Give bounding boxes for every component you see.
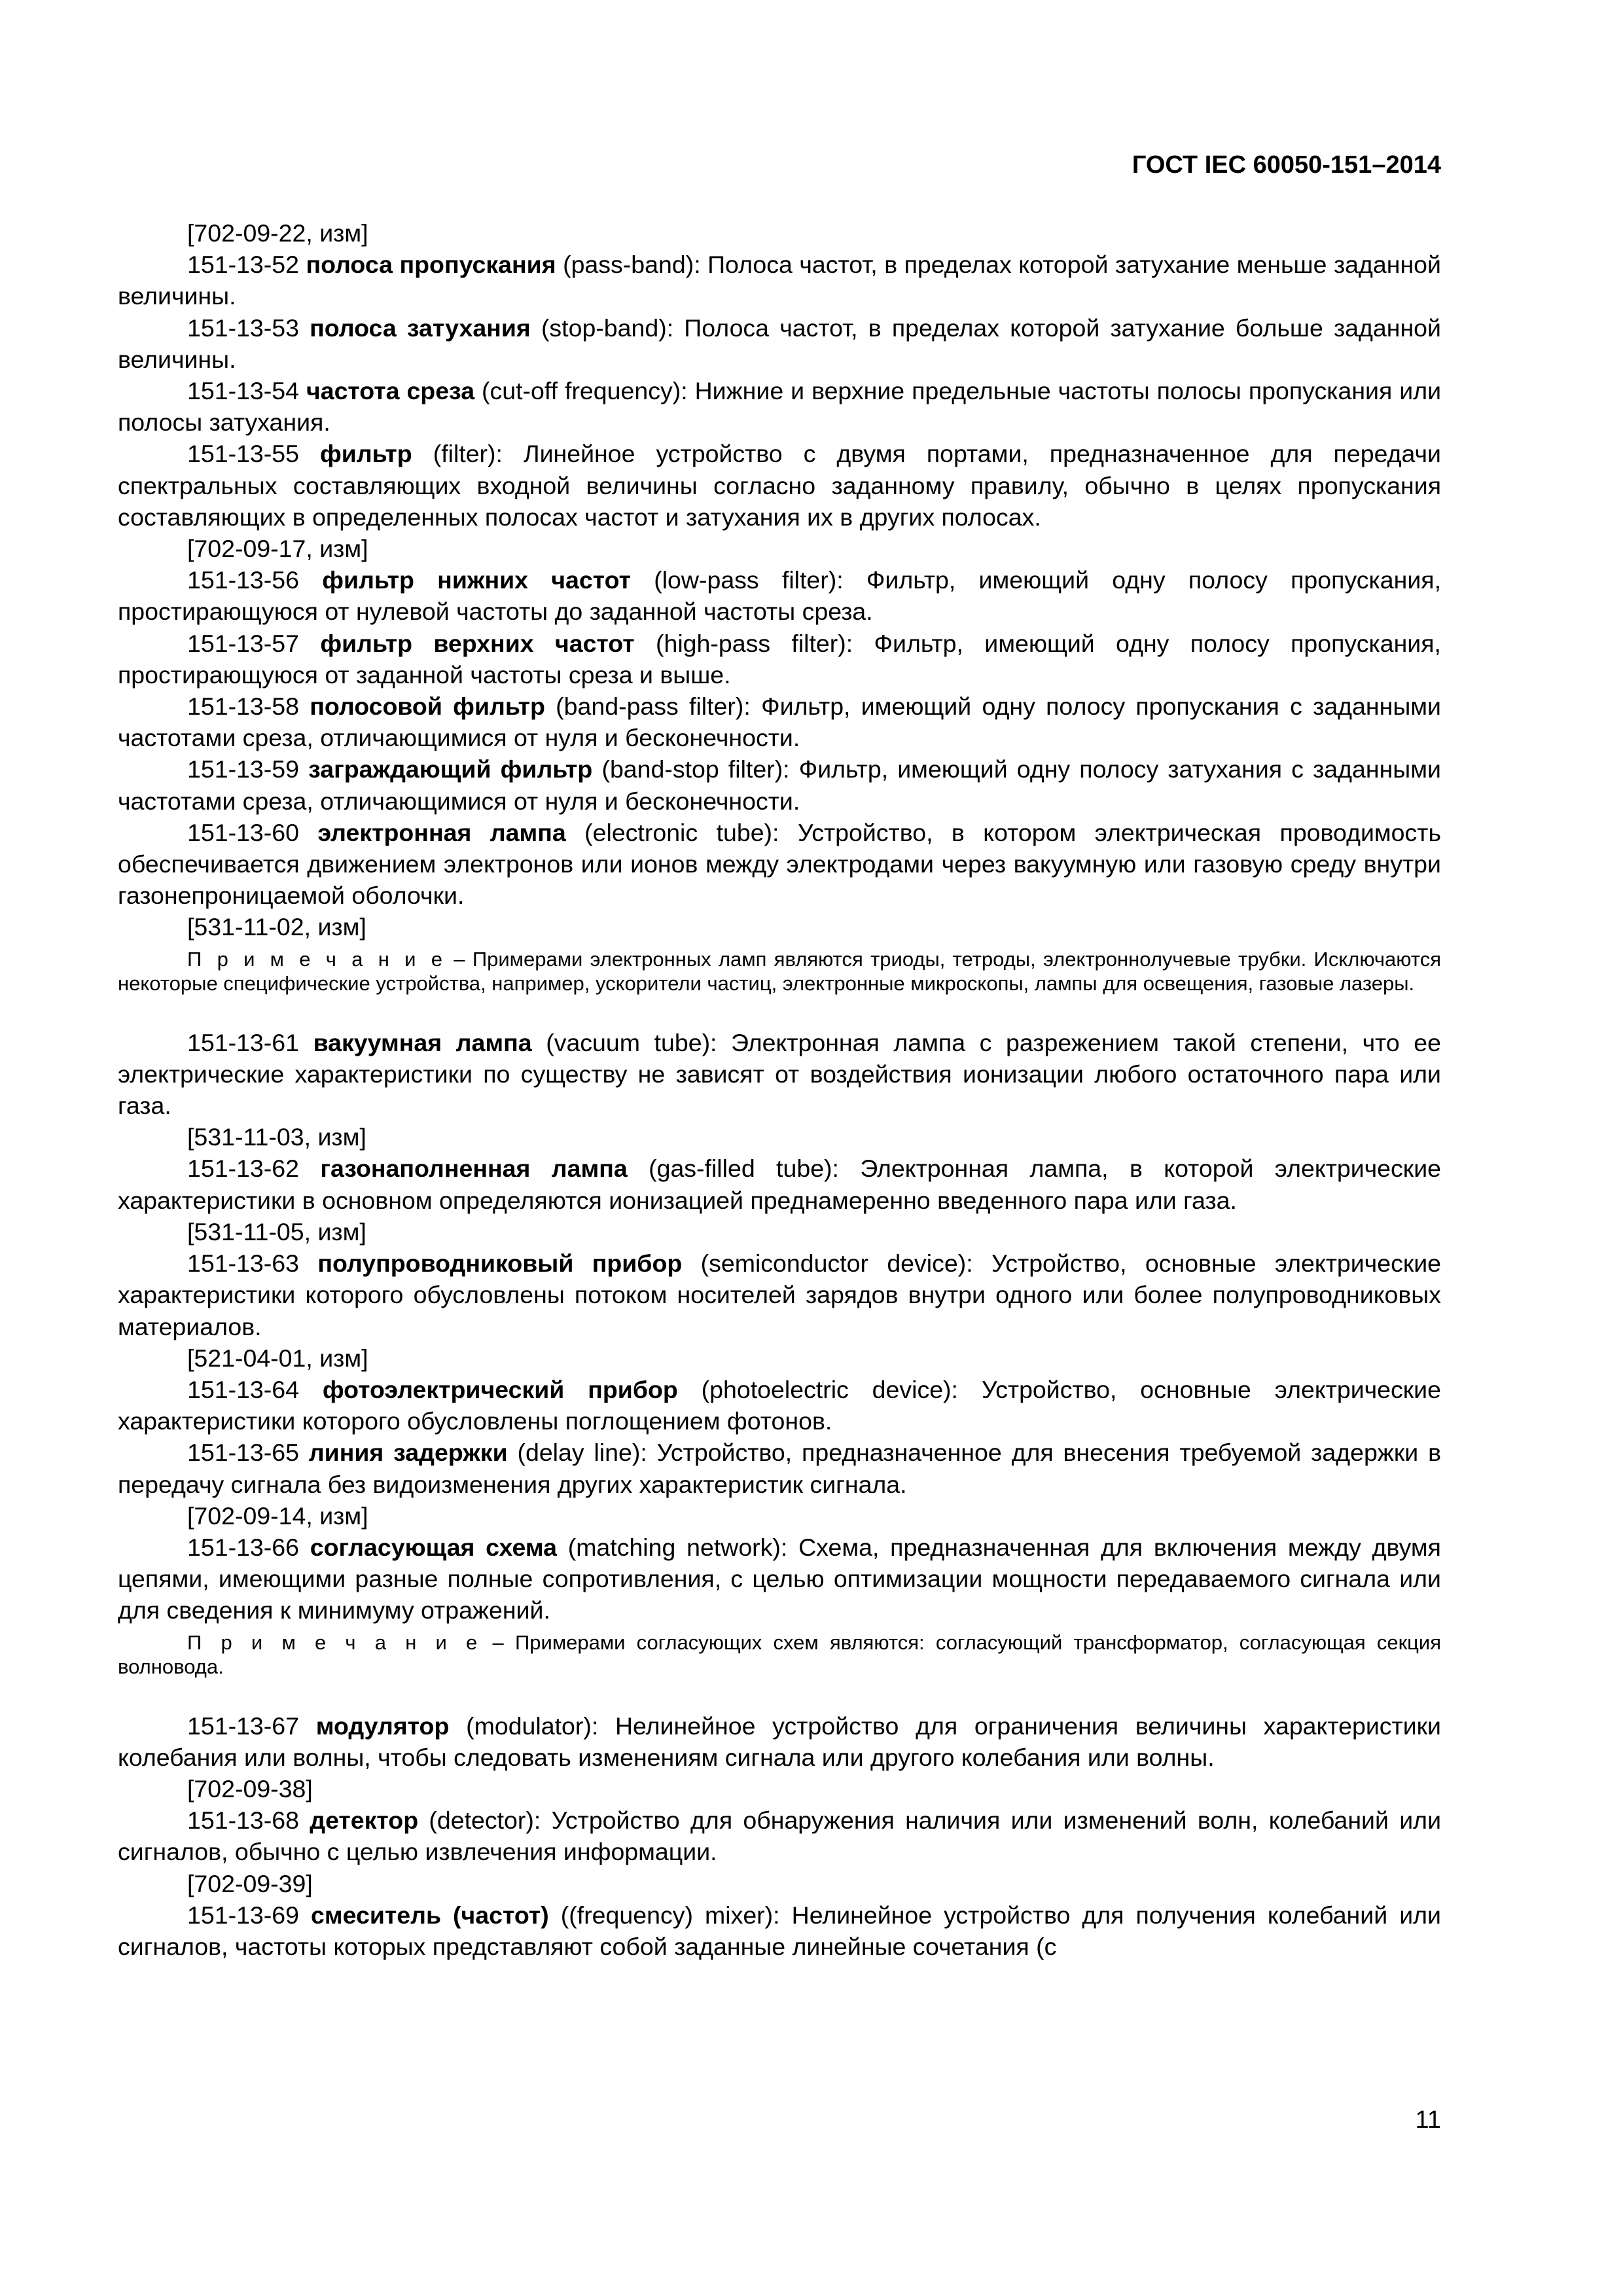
term-number: 151-13-60	[187, 818, 299, 846]
document-body	[118, 217, 1441, 1962]
term-definition: (high-pass filter): Фильтр, имеющий одну полосу пропускания, простирающуюся от заданной частоты среза и выше.	[118, 629, 1441, 689]
term-name: модулятор	[315, 1712, 450, 1740]
term-number: 151-13-58	[187, 692, 299, 721]
source-reference: [531-11-02, изм]	[187, 913, 366, 941]
term-number: 151-13-57	[187, 629, 299, 657]
term-name: смеситель (частот)	[311, 1901, 549, 1929]
term-definition: (cut-off frequency): Нижние и верхние предельные частоты полосы пропускания или полосы затухания.	[118, 377, 1442, 437]
term-definition: (modulator): Нелинейное устройство для ограничения величины характеристики колебания или волны, чтобы следовать изменениям сигнала или другого колебания или волны.	[118, 1712, 1442, 1771]
term-name: газонаполненная лампа	[320, 1155, 628, 1183]
term-entry	[118, 1027, 1441, 1122]
term-definition: (gas-filled tube): Электронная лампа, в которой электрические характеристики в основном определяются ионизацией преднамеренно введенного пара или газа.	[118, 1155, 1441, 1214]
source-reference: [702-09-22, изм]	[187, 219, 368, 247]
term-number: 151-13-59	[187, 755, 299, 783]
term-entry	[118, 312, 1441, 375]
note-label: П р и м е ч а н и е	[187, 947, 446, 971]
note	[118, 947, 1441, 996]
term-name: электронная лампа	[317, 818, 566, 846]
document-header: ГОСТ IEC 60050-151–2014	[1132, 151, 1441, 179]
term-name: согласующая схема	[310, 1533, 557, 1561]
term-entry	[118, 1532, 1441, 1626]
spacer	[118, 1679, 1441, 1710]
term-entry	[118, 753, 1441, 816]
term-name: заграждающий фильтр	[308, 755, 593, 783]
term-name: фильтр верхних частот	[320, 629, 635, 657]
term-name: фотоэлектрический прибор	[322, 1375, 678, 1403]
term-number: 151-13-66	[187, 1533, 299, 1561]
term-definition: (detector): Устройство для обнаружения наличия или изменений волн, колебаний или сигналов, обычно с целью извлечения информации.	[118, 1806, 1442, 1866]
term-name: полупроводниковый прибор	[317, 1249, 683, 1278]
term-entry	[118, 1899, 1441, 1962]
term-definition: (semiconductor device): Устройство, основные электрические характеристики которого обусловлены потоком носителей зарядов внутри одного или более полупроводниковых материалов.	[118, 1249, 1442, 1340]
term-entry	[118, 1437, 1441, 1499]
term-entry	[118, 1804, 1441, 1867]
source-reference: [702-09-39]	[187, 1869, 313, 1897]
term-definition: (matching network): Схема, предназначенная для включения между двумя цепями, имеющими разные полные сопротивления, с целью оптимизации мощности передаваемого сигнала или для сведения к минимуму отражений.	[118, 1533, 1441, 1624]
term-definition: (electronic tube): Устройство, в котором электрическая проводимость обеспечивается движением электронов или ионов между электродами через вакуумную или газовую среду внутри газонепроницаемой оболочки.	[118, 818, 1441, 910]
term-number: 151-13-69	[187, 1901, 299, 1929]
term-definition: (pass-band): Полоса частот, в пределах которой затухание меньше заданной величины.	[118, 251, 1441, 310]
page-number: 11	[1415, 2106, 1441, 2134]
term-name: линия задержки	[308, 1439, 508, 1467]
term-entry	[118, 564, 1441, 627]
source-reference: [702-09-38]	[187, 1774, 313, 1803]
term-definition: (photoelectric device): Устройство, основные электрические характеристики которого обусловлены поглощением фотонов.	[118, 1375, 1441, 1435]
term-entry	[118, 438, 1441, 533]
term-name: вакуумная лампа	[313, 1028, 532, 1056]
source-reference: [702-09-17, изм]	[187, 535, 368, 563]
term-number: 151-13-67	[187, 1712, 299, 1740]
note	[118, 1630, 1441, 1679]
term-definition: (band-pass filter): Фильтр, имеющий одну полосу пропускания с заданными частотами среза, отличающимися от нуля и бесконечности.	[118, 692, 1442, 752]
spacer	[118, 996, 1441, 1027]
term-number: 151-13-62	[187, 1155, 299, 1183]
term-entry	[118, 628, 1441, 691]
term-number: 151-13-68	[187, 1806, 299, 1835]
term-number: 151-13-52	[187, 251, 299, 279]
term-entry	[118, 691, 1441, 753]
source-reference: [521-04-01, изм]	[187, 1344, 368, 1372]
term-name: полоса затухания	[310, 314, 531, 342]
term-number: 151-13-61	[187, 1028, 299, 1056]
term-definition: (low-pass filter): Фильтр, имеющий одну полосу пропускания, простирающуюся от нулевой частоты до заданной частоты среза.	[118, 566, 1441, 626]
term-entry	[118, 1710, 1441, 1773]
term-number: 151-13-56	[187, 566, 299, 594]
term-entry	[118, 249, 1441, 312]
term-definition: (band-stop filter): Фильтр, имеющий одну полосу затухания с заданными частотами среза, отличающимися от нуля и бесконечности.	[118, 755, 1441, 815]
term-entry	[118, 1374, 1441, 1437]
term-name: полоса пропускания	[306, 251, 556, 279]
term-definition: (stop-band): Полоса частот, в пределах которой затухание больше заданной величины.	[118, 314, 1441, 373]
term-definition: (vacuum tube): Электронная лампа с разрежением такой степени, что ее электрические характеристики по существу не зависят от воздействия ионизации любого остаточного пара или газа.	[118, 1028, 1442, 1120]
term-number: 151-13-54	[187, 377, 299, 405]
term-name: фильтр нижних частот	[322, 566, 631, 594]
term-number: 151-13-55	[187, 440, 299, 468]
term-number: 151-13-65	[187, 1439, 299, 1467]
note-text: – Примерами согласующих схем являются: согласующий трансформатор, согласующая секция волновода.	[118, 1630, 1441, 1678]
term-entry	[118, 1247, 1441, 1342]
term-number: 151-13-64	[187, 1375, 299, 1403]
term-definition: (delay line): Устройство, предназначенное для внесения требуемой задержки в передачу сигнала без видоизменения других характеристик сигнала.	[118, 1439, 1442, 1498]
term-name: фильтр	[319, 440, 412, 468]
note-label: П р и м е ч а н и е	[187, 1630, 482, 1654]
term-name: детектор	[310, 1806, 419, 1835]
term-entry	[118, 1153, 1441, 1215]
term-definition: (filter): Линейное устройство с двумя портами, предназначенное для передачи спектральных составляющих входной величины согласно заданному правилу, обычно в целях пропускания составляющих в определенных полосах частот и затухания их в других полосах.	[118, 440, 1442, 531]
note-text: – Примерами электронных ламп являются триоды, тетроды, электроннолучевые трубки. Исключаются некоторые специфические устройства, например, ускорители частиц, электронные микроскопы, лампы для освещения, газовые лазеры.	[118, 947, 1441, 995]
term-entry	[118, 817, 1441, 912]
term-number: 151-13-53	[187, 314, 299, 342]
term-name: полосовой фильтр	[310, 692, 545, 721]
source-reference: [531-11-03, изм]	[187, 1123, 366, 1151]
source-reference: [702-09-14, изм]	[187, 1501, 368, 1530]
term-number: 151-13-63	[187, 1249, 299, 1278]
term-entry	[118, 375, 1441, 438]
source-reference: [531-11-05, изм]	[187, 1217, 366, 1246]
term-name: частота среза	[306, 377, 475, 405]
term-definition: ((frequency) mixer): Нелинейное устройство для получения колебаний или сигналов, частоты которых представляют собой заданные линейные сочетания (с	[118, 1901, 1441, 1960]
